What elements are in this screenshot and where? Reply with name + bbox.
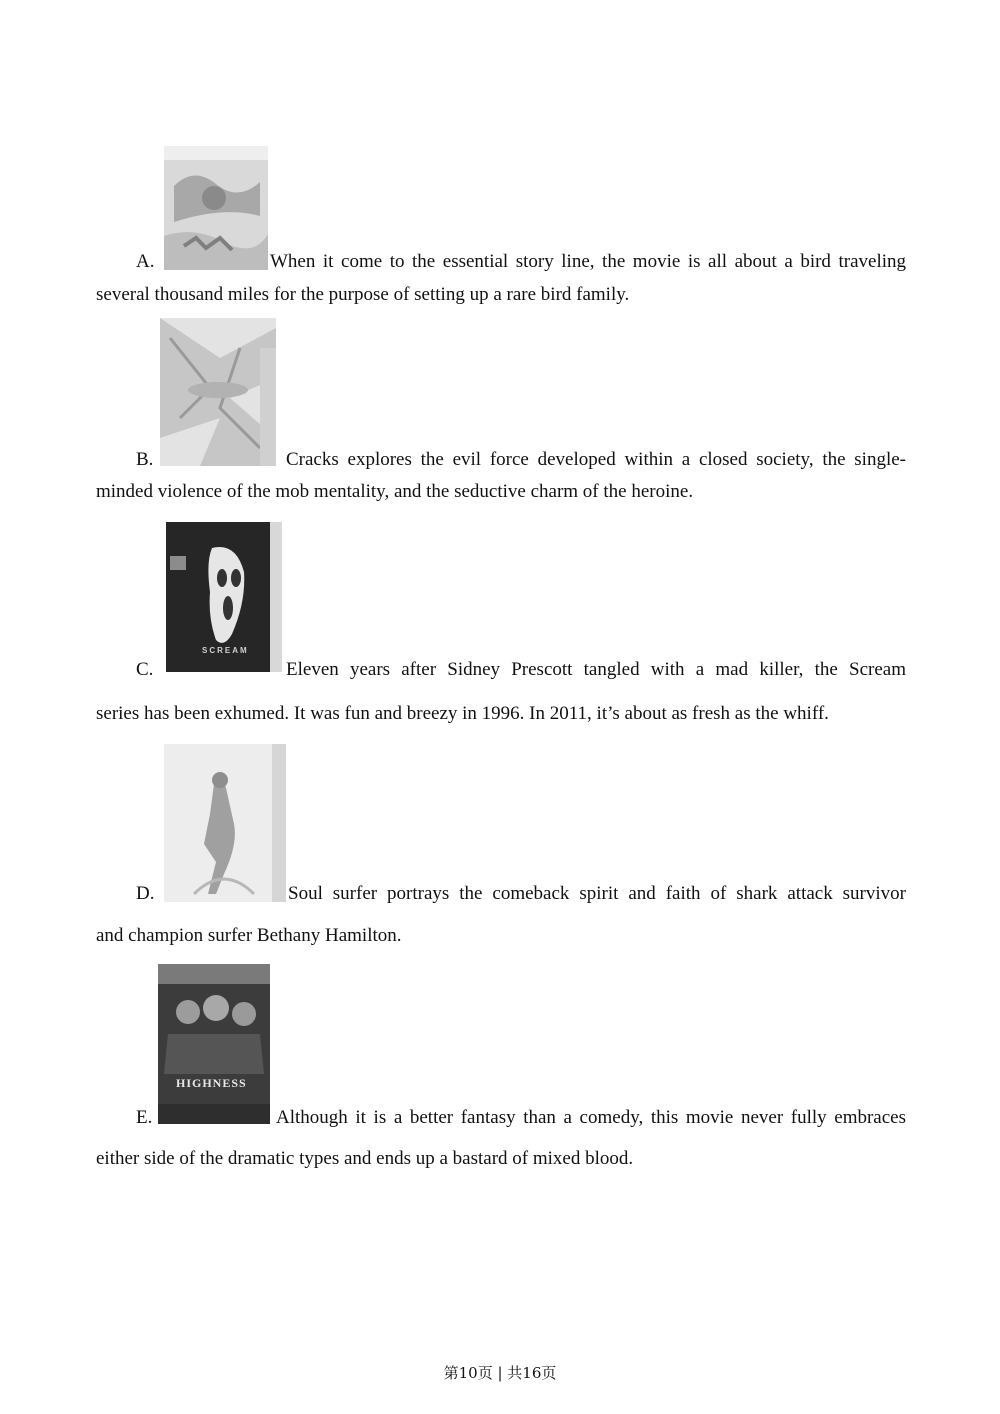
option-letter: A.	[136, 251, 155, 272]
cracks-movie-poster-icon	[160, 318, 276, 466]
highness-poster-title: HIGHNESS	[176, 1076, 247, 1090]
option-text-line1: Eleven years after Sidney Prescott tangled with a mad killer, the Scream	[286, 659, 906, 680]
option-text-line1: Although it is a better fantasy than a comedy, this movie never fully embraces	[276, 1107, 906, 1128]
option-text-line2: either side of the dramatic types and ends up a bastard of mixed blood.	[96, 1148, 634, 1169]
bird-movie-poster-icon	[164, 146, 268, 270]
your-highness-poster-icon	[158, 964, 270, 1124]
option-letter: D.	[136, 883, 155, 904]
option-text-line1: Soul surfer portrays the comeback spirit and faith of shark attack survivor	[288, 883, 906, 904]
option-a	[96, 146, 906, 306]
option-text-line2: minded violence of the mob mentality, and the seductive charm of the heroine.	[96, 481, 694, 502]
option-letter: B.	[136, 449, 154, 470]
option-b	[96, 316, 906, 506]
option-text-line2: and champion surfer Bethany Hamilton.	[96, 925, 402, 946]
scream-poster-title: SCREAM	[202, 646, 249, 655]
option-letter: E.	[136, 1107, 153, 1128]
scream-movie-poster-icon	[166, 522, 282, 672]
option-e	[96, 964, 906, 1174]
option-text-line2: series has been exhumed. It was fun and breezy in 1996. In 2011, it’s about as fresh as the whiff.	[96, 703, 829, 724]
soul-surfer-poster-icon	[164, 744, 286, 902]
option-text-line2: several thousand miles for the purpose of setting up a rare bird family.	[96, 284, 630, 305]
option-text-line1: Cracks explores the evil force developed within a closed society, the single-	[286, 449, 906, 470]
page-number-footer: 第10页 | 共16页	[443, 1364, 557, 1382]
option-c	[96, 522, 906, 732]
option-letter: C.	[136, 659, 154, 680]
option-text-line1: When it come to the essential story line, the movie is all about a bird traveling	[270, 251, 906, 272]
option-d	[96, 744, 906, 954]
